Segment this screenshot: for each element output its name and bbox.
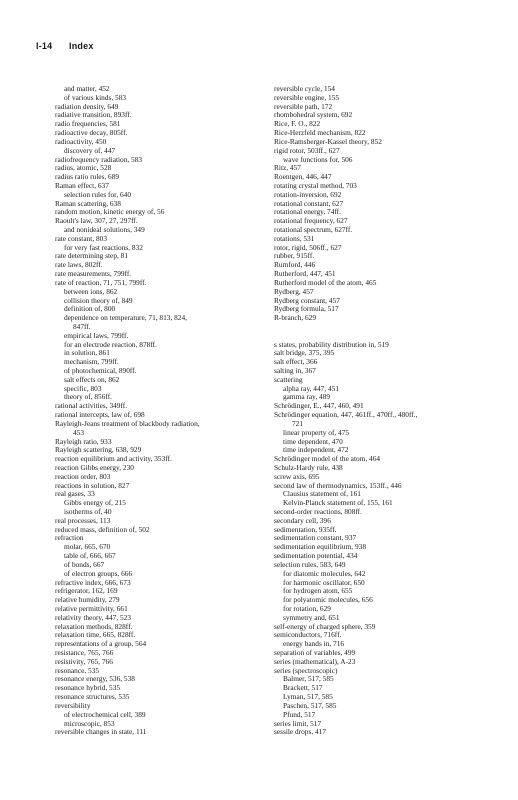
index-subentry: discovery of, 447 xyxy=(64,145,116,155)
index-subentry: and nonideal solutions, 349 xyxy=(64,225,145,234)
index-subentry: selection rules for, 640 xyxy=(64,189,132,199)
index-entry: Rutherford model of the atom, 465 xyxy=(274,277,377,287)
index-entry: reactions in solution, 827 xyxy=(55,480,130,490)
index-entry: Rydberg constant, 457 xyxy=(274,295,340,305)
index-subentry: molar, 665, 670 xyxy=(64,542,111,552)
index-entry: rate laws, 802ff. xyxy=(55,260,103,270)
index-entry: secondary cell, 396 xyxy=(274,515,331,525)
index-entry: reversibility xyxy=(55,700,91,710)
index-subentry: 721 xyxy=(292,418,304,428)
index-entry: reaction equilibrium and activity, 353ff. xyxy=(55,454,172,464)
index-entry: rotational frequency, 627 xyxy=(274,216,348,226)
index-subentry: of various kinds, 583 xyxy=(64,92,127,102)
index-entry: salt bridge, 375, 395 xyxy=(274,348,335,358)
index-entry: relaxation time, 665, 828ff. xyxy=(55,630,136,640)
index-entry: s states, probability distribution in, 519 xyxy=(274,339,389,349)
index-subentry: of photochemical, 890ff. xyxy=(64,366,137,375)
index-subentry: Brackett, 517 xyxy=(283,683,323,693)
index-subentry: collision theory of, 849 xyxy=(64,295,133,305)
index-entry: radius ratio rules, 689 xyxy=(55,172,120,182)
index-column-right xyxy=(274,85,474,737)
index-entry: real gases, 33 xyxy=(55,489,95,499)
index-entry: rigid rotor, 503ff., 627 xyxy=(274,145,340,155)
index-entry: selection rules, 583, 649 xyxy=(274,559,346,569)
index-entry: relativity theory, 447, 523 xyxy=(55,612,132,622)
index-subentry: for diatomic molecules, 642 xyxy=(283,568,366,578)
index-subentry: 453 xyxy=(73,427,85,437)
index-entry: second law of thermodynamics, 153ff., 446 xyxy=(274,480,402,490)
index-subentry: mechanism, 799ff. xyxy=(64,357,119,367)
index-subentry: of electron groups, 666 xyxy=(64,568,133,578)
index-entry: resonance structures, 535 xyxy=(55,692,130,702)
index-entry: rotating crystal method, 703 xyxy=(274,180,357,190)
index-subentry: isotherms of, 40 xyxy=(64,507,112,516)
index-entry: radio frequencies, 581 xyxy=(55,119,121,129)
index-entry: sedimentation, 935ff. xyxy=(274,524,337,534)
index-subentry: Clausius statement of, 161 xyxy=(283,489,361,499)
index-entry: Rayleigh ratio, 933 xyxy=(55,436,112,446)
index-subentry: for very fast reactions, 832 xyxy=(64,242,143,252)
index-subentry: energy bands in, 716 xyxy=(283,639,345,649)
index-entry: refraction xyxy=(55,533,84,543)
index-subentry: Paschen, 517, 585 xyxy=(283,700,337,710)
index-entry: sedimentation equilibrium, 938 xyxy=(274,542,366,552)
index-subentry: Balmer, 517, 585 xyxy=(283,674,334,684)
index-entry: semiconductors, 716ff. xyxy=(274,630,342,640)
index-subentry: for an electrode reaction, 878ff. xyxy=(64,339,157,349)
index-entry: rational intercepts, law of, 698 xyxy=(55,410,145,420)
index-entry: refractive index, 666, 673 xyxy=(55,577,131,587)
index-subentry: specific, 803 xyxy=(64,383,102,393)
index-entry: Rayleigh scattering, 638, 929 xyxy=(55,445,142,455)
index-subentry: microscopic, 853 xyxy=(64,718,115,728)
index-column-left xyxy=(55,85,255,737)
index-entry: rate measurements, 799ff. xyxy=(55,269,132,279)
index-entry: radioactive decay, 805ff. xyxy=(55,128,128,138)
index-subentry: for rotation, 629 xyxy=(283,603,331,613)
index-entry: Rice-Ramsberger-Kassel theory, 852 xyxy=(274,136,382,146)
index-subentry: of bonds, 667 xyxy=(64,559,105,569)
index-entry: reversible path, 172 xyxy=(274,101,333,111)
index-entry: salting in, 367 xyxy=(274,366,316,375)
index-entry: rotational energy, 74ff. xyxy=(274,207,341,217)
index-entry: real processes, 113 xyxy=(55,515,111,525)
index-subentry: for polyatomic molecules, 656 xyxy=(283,595,373,605)
index-entry: Raman effect, 637 xyxy=(55,180,109,190)
index-subentry: gamma ray, 489 xyxy=(283,392,331,402)
index-entry: rate of reaction, 71, 751, 799ff. xyxy=(55,277,147,287)
index-entry: screw axis, 695 xyxy=(274,471,320,481)
index-entry: reaction order, 803 xyxy=(55,471,111,481)
index-entry: Schulz-Hardy rule, 438 xyxy=(274,462,343,472)
index-entry: series (mathematical), A-23 xyxy=(274,656,356,666)
index-subentry: salt effects on, 862 xyxy=(64,374,120,384)
index-entry: scattering xyxy=(274,374,303,384)
index-entry: rotor, rigid, 506ff., 627 xyxy=(274,242,342,252)
index-entry: Raoult's law, 307, 27, 297ff. xyxy=(55,216,138,226)
index-entry: resonance hybrid, 535 xyxy=(55,683,121,693)
index-entry: resistivity, 765, 766 xyxy=(55,656,113,666)
index-entry: resonance energy, 536, 538 xyxy=(55,674,135,684)
index-entry: reversible cycle, 154 xyxy=(274,84,335,93)
index-subentry: dependence on temperature, 71, 813, 824, xyxy=(64,313,187,323)
index-subentry: linear property of, 475 xyxy=(283,427,350,437)
index-entry: Rayleigh-Jeans treatment of blackbody radiation, xyxy=(55,418,200,428)
index-subentry: symmetry and, 651 xyxy=(283,612,340,622)
index-subentry: empirical laws, 799ff. xyxy=(64,330,129,340)
index-entry: rotations, 531 xyxy=(274,233,315,243)
index-entry: radioactivity, 450 xyxy=(55,136,107,146)
index-subentry: between ions, 862 xyxy=(64,286,118,296)
index-entry: relative permittivity, 661 xyxy=(55,603,128,613)
index-entry: random motion, kinetic energy of, 56 xyxy=(55,207,165,217)
index-entry: Schrödinger model of the atom, 464 xyxy=(274,454,381,464)
index-entry: Rice, F. O., 822 xyxy=(274,119,321,129)
index-subentry: and matter, 452 xyxy=(64,84,110,93)
index-subentry: for harmonic oscillator, 650 xyxy=(283,577,365,587)
index-entry: Rydberg formula, 517 xyxy=(274,304,339,314)
index-subentry: theory of, 856ff. xyxy=(64,392,112,402)
index-entry: rate constant, 803 xyxy=(55,233,108,243)
index-entry: Schrödinger, E., 447, 460, 491 xyxy=(274,401,364,411)
index-entry: resistance, 765, 766 xyxy=(55,648,114,657)
index-subentry: Gibbs energy of, 215 xyxy=(64,498,126,508)
index-entry: rational activities, 349ff. xyxy=(55,401,128,411)
index-entry: radiation density, 649 xyxy=(55,101,119,111)
index-entry: second-order reactions, 808ff. xyxy=(274,507,362,516)
index-subentry: table of, 666, 667 xyxy=(64,551,116,561)
index-subentry: Pfund, 517 xyxy=(283,709,316,719)
index-subentry: time dependent, 470 xyxy=(283,436,343,446)
index-entry: relaxation methods, 828ff. xyxy=(55,621,133,631)
index-entry: R-branch, 629 xyxy=(274,313,317,323)
index-entry: reversible changes in state, 111 xyxy=(55,727,147,737)
index-entry: relative humidity, 279 xyxy=(55,595,120,605)
index-entry: Schrödinger equation, 447, 461ff., 470ff., 480ff., xyxy=(274,410,418,420)
page-header xyxy=(36,41,94,51)
index-entry: radiative transition, 893ff. xyxy=(55,110,132,120)
index-subentry: time independent, 472 xyxy=(283,445,349,455)
index-entry: sessile drops, 417 xyxy=(274,727,327,737)
index-entry: Rice-Herzfeld mechanism, 822 xyxy=(274,128,366,138)
index-entry: Ritz, 457 xyxy=(274,163,301,173)
index-entry: salt effect, 366 xyxy=(274,357,318,367)
index-entry: series limit, 517 xyxy=(274,718,322,728)
index-entry: rubber, 915ff. xyxy=(274,251,315,261)
index-subentry: 847ff. xyxy=(73,321,91,331)
index-entry: Rumford, 446 xyxy=(274,260,316,270)
index-entry: series (spectroscopic) xyxy=(274,665,338,675)
index-entry: representations of a group, 564 xyxy=(55,639,147,649)
index-entry: Rutherford, 447, 451 xyxy=(274,269,336,279)
index-subentry: Kelvin-Planck statement of, 155, 161 xyxy=(283,498,393,508)
index-entry: rotational spectrum, 627ff. xyxy=(274,225,353,234)
index-entry: reversible engine, 155 xyxy=(274,92,340,102)
index-entry: reduced mass, definition of, 502 xyxy=(55,524,150,534)
index-subentry: wave functions for, 506 xyxy=(283,154,353,164)
index-subentry: of electrochemical cell, 389 xyxy=(64,709,146,719)
index-entry: sedimentation potential, 434 xyxy=(274,551,358,561)
page-number: I-14 xyxy=(36,41,53,51)
index-entry: refrigerator, 162, 169 xyxy=(55,586,118,596)
index-entry: self-energy of charged sphere, 359 xyxy=(274,621,376,631)
index-entry: separation of variables, 499 xyxy=(274,648,356,657)
index-entry: Roentgen, 446, 447 xyxy=(274,172,332,182)
index-entry: radius, atomic, 528 xyxy=(55,163,112,173)
index-entry: rate determining step, 81 xyxy=(55,251,129,261)
index-subentry: alpha ray, 447, 451 xyxy=(283,383,340,393)
index-subentry: in solution, 861 xyxy=(64,348,110,358)
index-entry: Rydberg, 457 xyxy=(274,286,314,296)
index-entry: rotation-inversion, 692 xyxy=(274,189,342,199)
index-entry: radiofrequency radiation, 583 xyxy=(55,154,143,164)
index-entry: sedimentation constant, 937 xyxy=(274,533,357,543)
index-entry: Raman scattering, 638 xyxy=(55,198,121,208)
index-subentry: for hydrogen atom, 655 xyxy=(283,586,353,596)
page-title: Index xyxy=(69,41,94,51)
index-entry: reaction Gibbs energy, 230 xyxy=(55,462,134,472)
index-entry: resonance, 535 xyxy=(55,665,100,675)
index-entry xyxy=(274,323,474,332)
index-entry: rotational constant, 627 xyxy=(274,198,344,208)
index-entry: rhombohedral system, 692 xyxy=(274,110,353,120)
index-subentry: definition of, 800 xyxy=(64,304,116,314)
index-subentry: Lyman, 517, 585 xyxy=(283,692,333,702)
